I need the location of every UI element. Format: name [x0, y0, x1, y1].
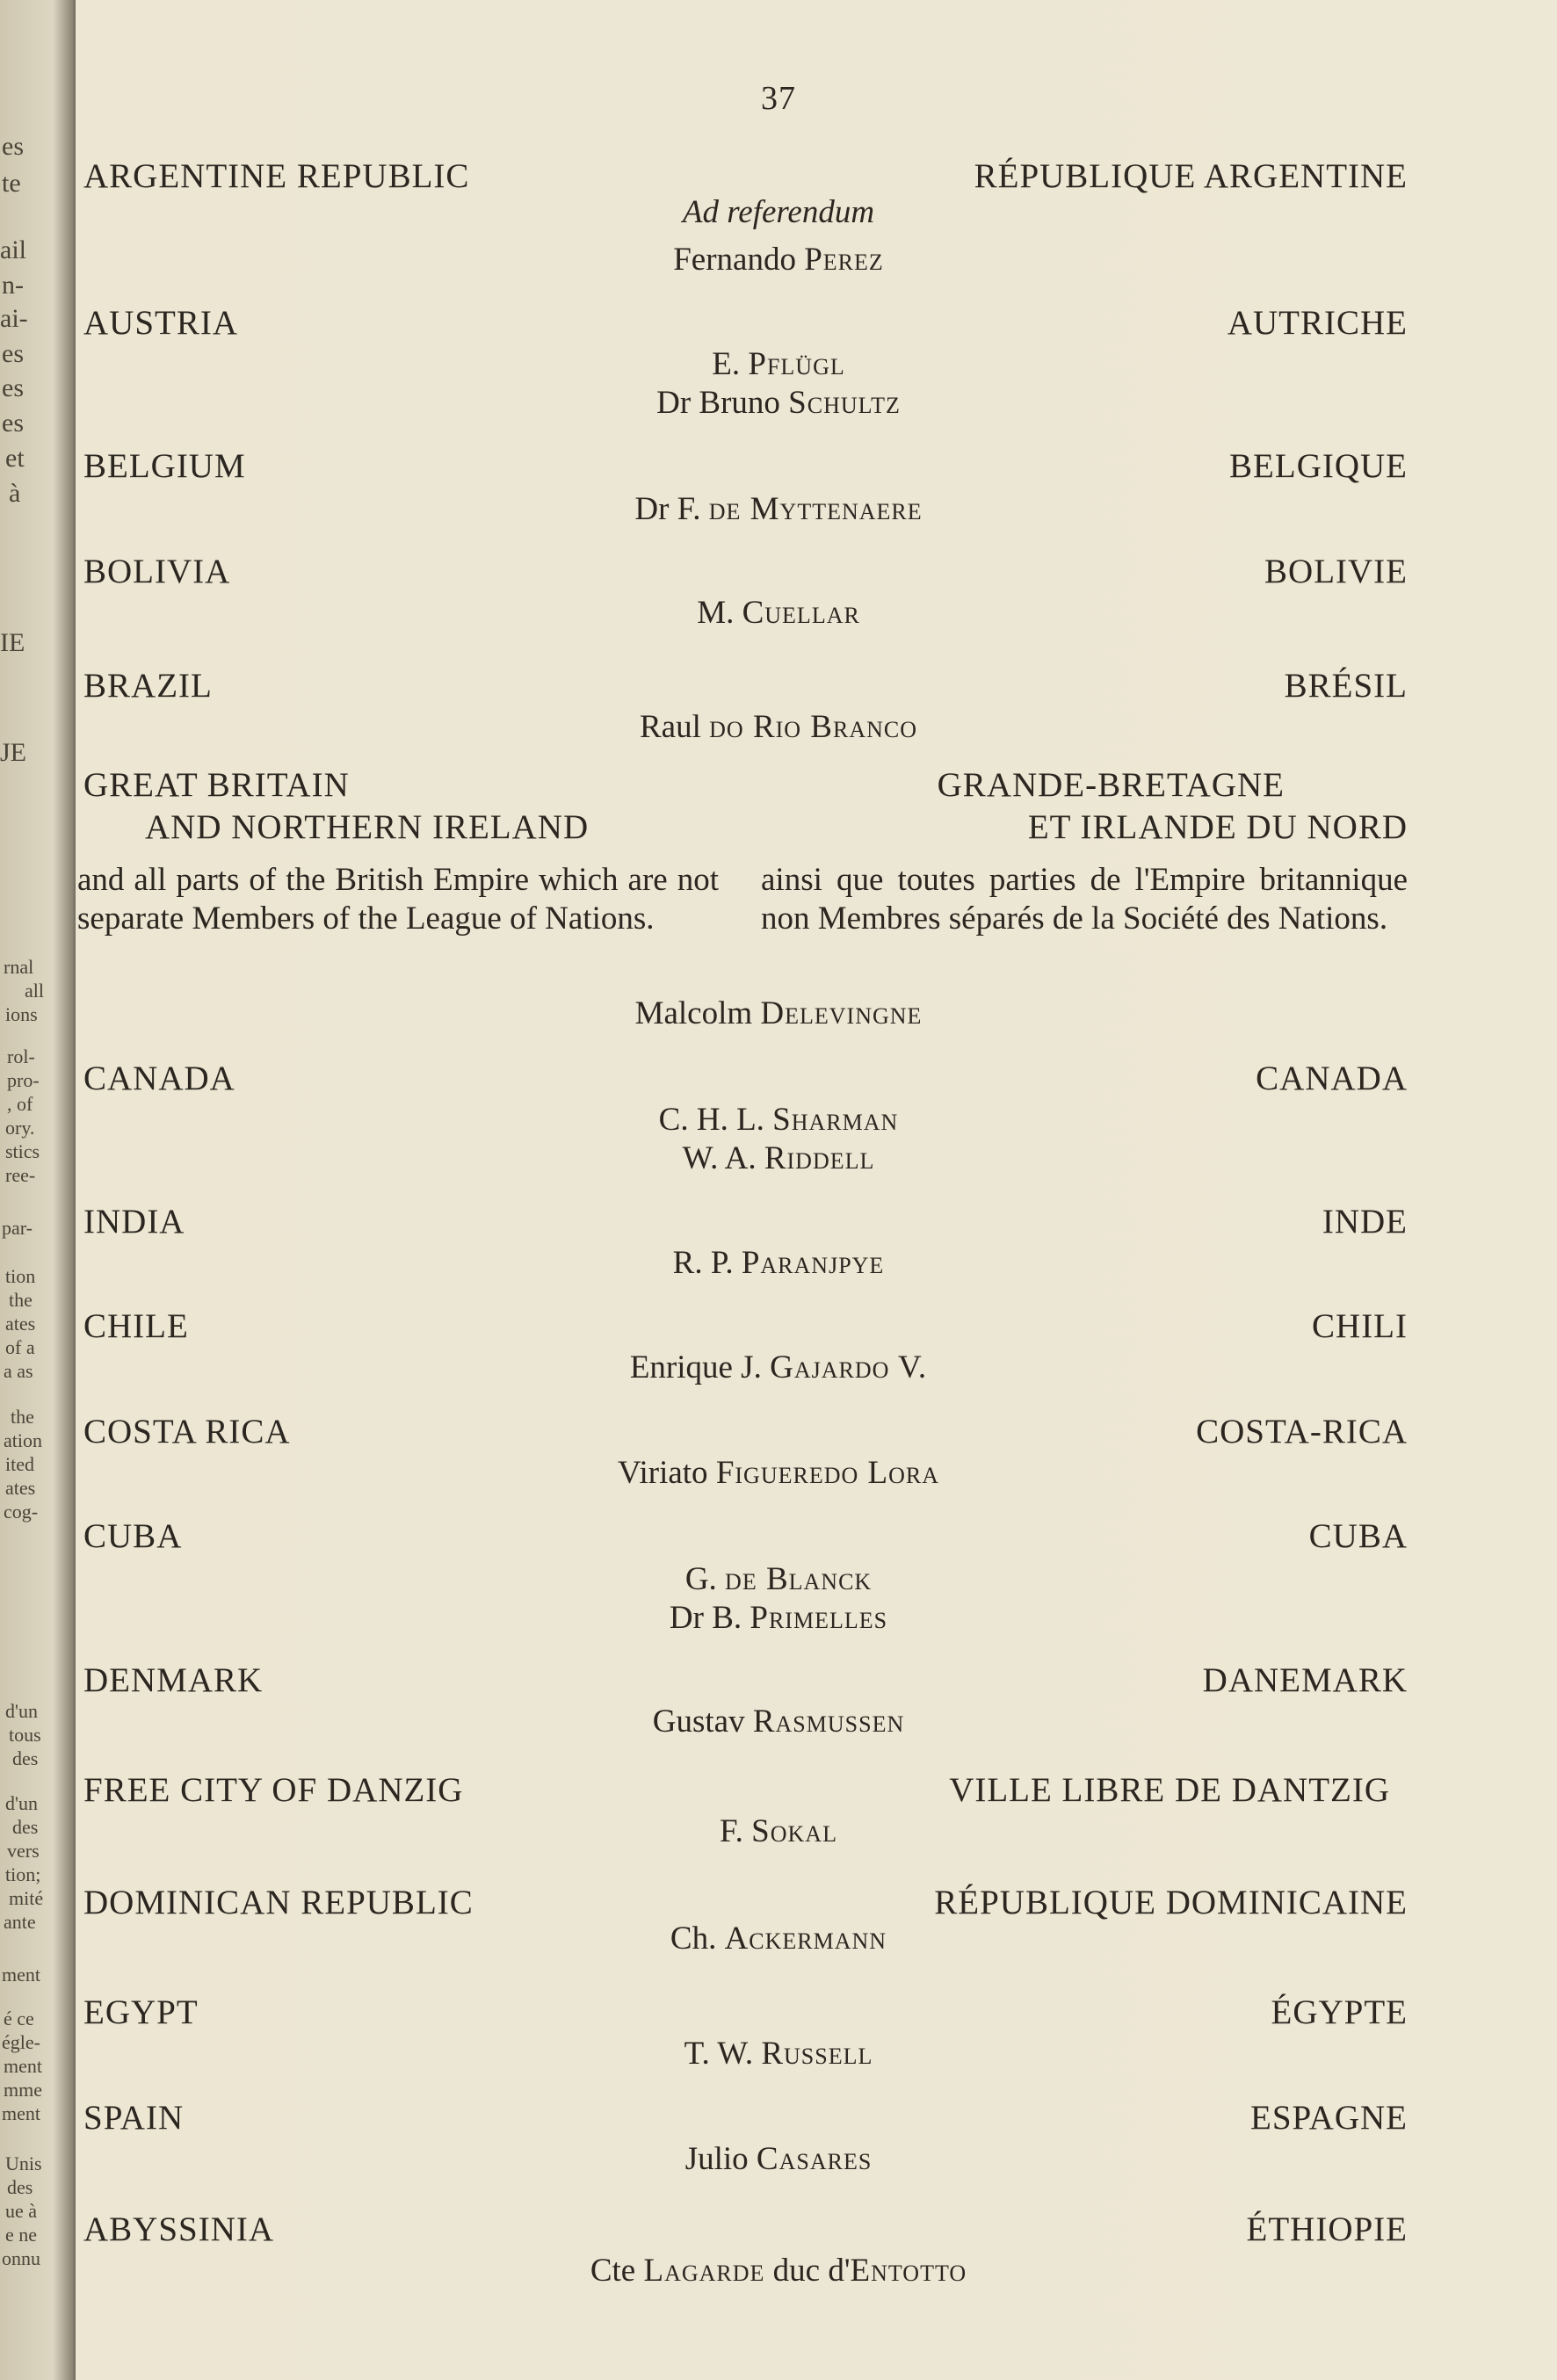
gutter-fragment: rol-	[7, 1045, 35, 1067]
signatory-name	[0, 1560, 1557, 1598]
gutter-fragment: ory.	[5, 1117, 35, 1139]
gutter-fragment: all	[25, 980, 44, 1002]
signatory-first-name: Viriato	[617, 1455, 708, 1491]
gutter-fragment: ment	[4, 2055, 42, 2077]
gutter-fragment: es	[2, 373, 24, 402]
gutter-fragment: d'un	[5, 1700, 38, 1722]
country-name-en: SPAIN	[83, 2099, 185, 2137]
country-name-fr: BOLIVIE	[1264, 553, 1408, 590]
gutter-fragment: ited	[5, 1453, 34, 1475]
signatory-name	[0, 1812, 1557, 1850]
signatory-name	[0, 1454, 1557, 1492]
country-name-en: BOLIVIA	[83, 553, 231, 590]
country-name-fr: BELGIQUE	[1229, 447, 1408, 485]
country-name-line: AND NORTHERN IRELAND	[145, 808, 590, 846]
signatory-name	[0, 995, 1557, 1032]
signatory-name	[0, 1139, 1557, 1177]
gutter-fragment: pro-	[7, 1069, 40, 1091]
gutter-fragment: e ne	[5, 2224, 38, 2246]
signatory-name	[0, 708, 1557, 746]
country-name-en: CANADA	[83, 1060, 235, 1097]
country-name-fr: CUBA	[1308, 1517, 1408, 1555]
gutter-fragment: JE	[0, 738, 26, 767]
signatory-surname: Paranjpye	[741, 1245, 885, 1281]
gutter-fragment: ante	[4, 1911, 36, 1933]
country-name-fr: ÉTHIOPIE	[1246, 2210, 1408, 2248]
signatory-first-name: Raul	[640, 709, 701, 745]
signatory-surname: do Rio Branco	[709, 709, 917, 745]
gutter-fragment: ment	[2, 1964, 40, 1986]
country-name-fr-great-britain	[938, 764, 1408, 849]
signatory-surname: Rasmussen	[752, 1704, 905, 1740]
gutter-fragment: n-	[2, 271, 24, 300]
gutter-fragment: ation	[4, 1429, 42, 1451]
signatory-surname: Casares	[756, 2141, 873, 2177]
country-name-en: EGYPT	[83, 1993, 199, 2031]
signatory-name	[0, 1349, 1557, 1386]
gutter-fragment: mme	[4, 2079, 42, 2101]
gutter-fragment: d'un	[5, 1792, 38, 1814]
gutter-fragment: ions	[5, 1003, 38, 1025]
gutter-fragment: the	[9, 1289, 33, 1311]
signatory-territorial-title: Entotto	[850, 2253, 967, 2289]
country-name-fr: CANADA	[1256, 1060, 1408, 1097]
gutter-fragment: es	[2, 132, 24, 161]
signatory-name	[0, 2035, 1557, 2073]
signatory-name	[0, 1101, 1557, 1139]
signatory-surname: Cuellar	[742, 595, 860, 631]
gutter-fragment: rnal	[4, 956, 34, 978]
gutter-fragment: des	[12, 1816, 39, 1838]
signatory-surname: Delevingne	[760, 995, 923, 1031]
signatory-first-name: W. A.	[682, 1140, 757, 1176]
signatory-surname: Schultz	[788, 385, 901, 421]
signatory-name	[0, 2140, 1557, 2178]
country-name-line: GREAT BRITAIN	[83, 766, 350, 804]
gutter-fragment: des	[7, 2176, 33, 2198]
signatory-first-name: Gustav	[652, 1704, 745, 1740]
signatory-surname: Ackermann	[724, 1921, 887, 1957]
gutter-fragment: à	[9, 479, 21, 508]
signatory-first-name: T. W.	[684, 2036, 754, 2072]
signatory-name	[0, 2252, 1557, 2290]
signatory-surname: Sharman	[772, 1102, 899, 1138]
gutter-fragment: vers	[7, 1840, 40, 1862]
gutter-fragment: es	[2, 409, 24, 438]
country-name-fr: CHILI	[1312, 1307, 1408, 1345]
gutter-fragment: onnu	[2, 2247, 40, 2269]
gutter-fragment: par-	[2, 1217, 33, 1239]
gutter-fragment: égle-	[2, 2031, 40, 2053]
signatory-first-name: Dr B.	[669, 1600, 742, 1636]
gutter-fragment: ree-	[5, 1164, 36, 1186]
signatory-first-name: M.	[697, 595, 735, 631]
gutter-fragment: tion	[5, 1265, 36, 1287]
reservation-text-fr: ainsi que toutes parties de l'Empire britannique non Membres séparés de la Société des Nations.	[761, 862, 1408, 937]
country-name-en: FREE CITY OF DANZIG	[83, 1771, 464, 1809]
country-name-line: ET IRLANDE DU NORD	[1027, 808, 1408, 846]
country-name-en: BRAZIL	[83, 667, 213, 705]
country-name-fr: AUTRICHE	[1227, 304, 1408, 342]
gutter-fragment: des	[12, 1747, 39, 1769]
ad-referendum-note: Ad referendum	[682, 194, 875, 230]
gutter-fragment: ment	[2, 2102, 40, 2124]
country-name-en: ARGENTINE REPUBLIC	[83, 157, 470, 195]
signatory-first-name: C. H. L.	[658, 1102, 764, 1138]
gutter-fragment: é ce	[4, 2007, 34, 2029]
signatory-name	[0, 241, 1557, 279]
gutter-fragment: cog-	[4, 1501, 39, 1523]
gutter-fragment: ai-	[0, 304, 28, 333]
signatory-first-name: Dr F.	[634, 491, 701, 527]
country-name-fr: RÉPUBLIQUE ARGENTINE	[974, 157, 1408, 195]
country-name-fr: BRÉSIL	[1284, 667, 1408, 705]
gutter-fragment: stics	[5, 1140, 40, 1162]
country-name-fr: DANEMARK	[1202, 1661, 1408, 1699]
country-name-en: COSTA RICA	[83, 1413, 291, 1450]
gutter-fragment: mité	[9, 1887, 44, 1909]
reservation-text-en: and all parts of the British Empire which are not separate Members of the League of Nations.	[77, 862, 719, 937]
gutter-fragment: the	[11, 1406, 34, 1428]
signatory-name	[0, 384, 1557, 422]
country-name-fr: INDE	[1322, 1203, 1408, 1241]
signatory-name	[0, 490, 1557, 528]
signatory-first-name: Ch.	[670, 1921, 717, 1957]
signatory-name	[0, 1244, 1557, 1282]
signatory-surname: Lagarde	[643, 2253, 765, 2289]
page-number: 37	[761, 80, 796, 117]
signatory-name	[0, 345, 1557, 383]
gutter-fragment: ates	[5, 1477, 36, 1499]
signatory-surname: Gajardo V.	[770, 1349, 928, 1385]
gutter-fragment: et	[5, 444, 25, 473]
signatory-surname: Russell	[761, 2036, 873, 2072]
signatory-name	[0, 1920, 1557, 1957]
signatory-surname: de Myttenaere	[708, 491, 923, 527]
gutter-fragment: ue à	[5, 2200, 38, 2222]
signatory-first-name: Fernando	[673, 242, 796, 278]
country-name-fr: ESPAGNE	[1250, 2099, 1408, 2137]
signatory-first-name: Julio	[684, 2141, 749, 2177]
country-name-en: BELGIUM	[83, 447, 246, 485]
gutter-fragment: of a	[5, 1336, 35, 1358]
country-name-en: DENMARK	[83, 1661, 264, 1699]
signatory-first-name: Enrique J.	[629, 1349, 762, 1385]
gutter-fragment: ates	[5, 1313, 36, 1335]
gutter-fragment: te	[2, 169, 21, 198]
gutter-fragment: tion;	[5, 1863, 41, 1885]
signatory-surname: Pflügl	[748, 346, 845, 382]
signatory-name	[0, 594, 1557, 632]
gutter-fragment: , of	[7, 1093, 33, 1115]
signatory-first-name: Dr Bruno	[656, 385, 780, 421]
country-name-fr: VILLE LIBRE DE DANTZIG	[949, 1771, 1390, 1809]
signatory-surname: Sokal	[751, 1813, 837, 1849]
gutter-fragment: es	[2, 339, 24, 368]
signatory-title-particle: duc d'	[772, 2253, 851, 2289]
country-name-en: DOMINICAN REPUBLIC	[83, 1884, 474, 1921]
country-name-en: INDIA	[83, 1203, 185, 1241]
signatory-title: Cte	[590, 2253, 636, 2289]
gutter-fragment: Unis	[5, 2152, 42, 2174]
country-name-en: AUSTRIA	[83, 304, 239, 342]
gutter-fragment: ail	[0, 235, 26, 264]
signatory-name	[0, 1703, 1557, 1740]
country-name-fr: COSTA-RICA	[1196, 1413, 1408, 1450]
signatory-first-name: G.	[684, 1561, 717, 1597]
country-name-line: GRANDE-BRETAGNE	[937, 766, 1285, 804]
country-name-en-great-britain	[83, 764, 589, 849]
signatory-first-name: R. P.	[672, 1245, 734, 1281]
signatory-surname: Primelles	[750, 1600, 888, 1636]
signatory-surname: Riddell	[764, 1140, 875, 1176]
signatory-surname: Perez	[804, 242, 884, 278]
country-name-fr: ÉGYPTE	[1271, 1993, 1408, 2031]
signatory-first-name: F.	[720, 1813, 743, 1849]
country-name-en: CUBA	[83, 1517, 183, 1555]
signatory-first-name: E.	[712, 346, 741, 382]
country-name-en: CHILE	[83, 1307, 189, 1345]
signatory-name	[0, 1599, 1557, 1637]
signatory-surname: de Blanck	[725, 1561, 873, 1597]
signatory-surname: Figueredo Lora	[715, 1455, 940, 1491]
country-name-fr: RÉPUBLIQUE DOMINICAINE	[934, 1884, 1408, 1921]
gutter-fragment: tous	[9, 1724, 41, 1746]
country-name-en: ABYSSINIA	[83, 2210, 275, 2248]
gutter-fragment: a as	[4, 1360, 33, 1382]
signatory-first-name: Malcolm	[634, 995, 753, 1031]
gutter-fragment: IE	[0, 628, 25, 657]
